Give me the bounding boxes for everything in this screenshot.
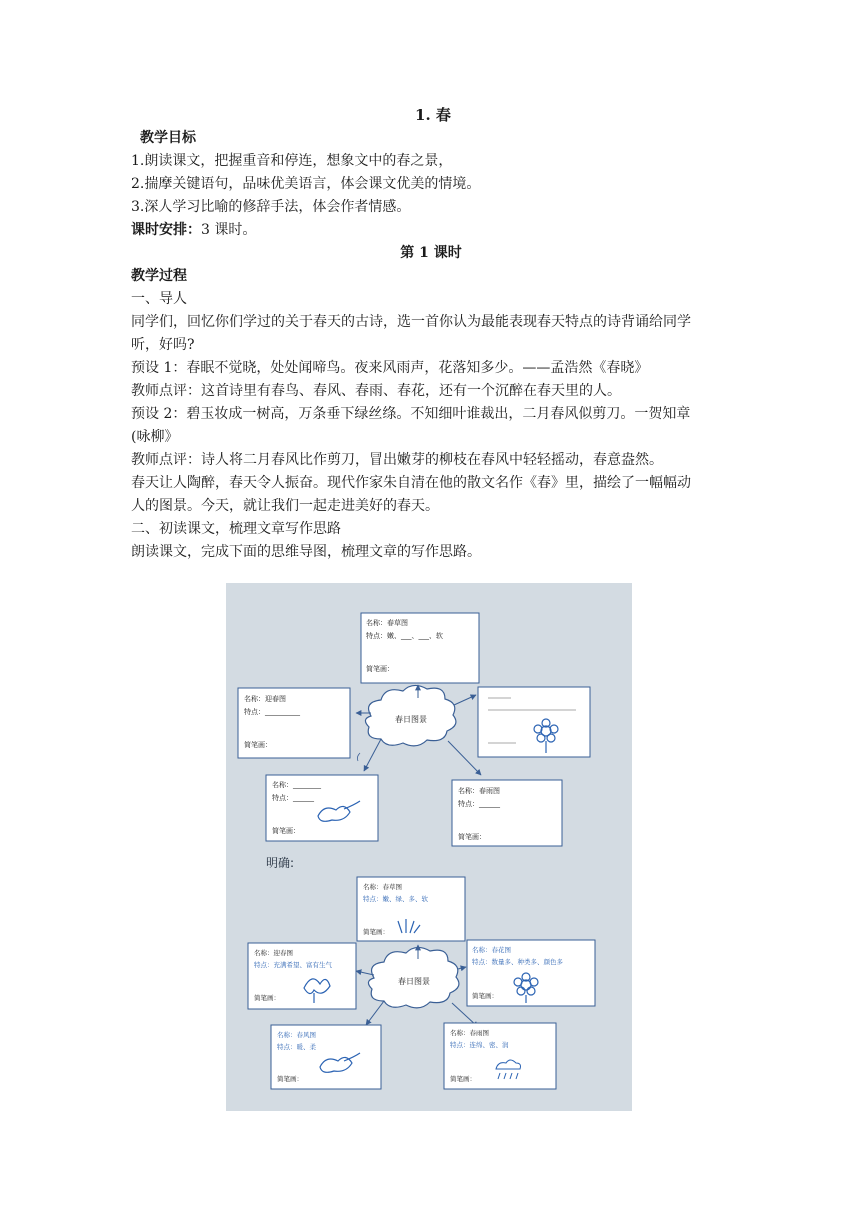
goal-line: 1.朗读课文，把握重音和停连，想象文中的春之景， [131, 153, 453, 169]
box-draw-label: 简笔画： [450, 1075, 476, 1083]
box-welcome-bottom [248, 943, 356, 1009]
goal-line: 2.揣摩关键语句，品味优美语言，体会课文优美的情境。 [131, 176, 481, 192]
body-line: 朗读课文，完成下面的思维导图，梳理文章的写作思路。 [131, 544, 481, 560]
box-name: 名称：迎春图 [254, 949, 293, 957]
body-line: (咏柳》 [131, 429, 179, 445]
box-flower-bottom [467, 940, 595, 1006]
box-flower-top [478, 687, 590, 757]
cloud-center-label: 春日图景 [398, 977, 430, 986]
process-heading: 教学过程 [131, 268, 187, 284]
body-line: 预设 1：春眠不觉晓，处处闻啼鸟。夜来风雨声，花落知多少。——孟浩然《春晓》 [131, 360, 649, 376]
box-draw-label: 简笔画： [363, 928, 389, 936]
schedule-value: 3 课时。 [201, 222, 257, 238]
box-draw-label: 简笔画： [472, 992, 498, 1000]
document-body [131, 104, 731, 564]
box-grass-bottom [357, 877, 465, 941]
mind-map-svg [226, 583, 632, 1111]
box-feature: 特点：______ [272, 794, 314, 802]
body-line: 春天让人陶醉，春天令人振奋。现代作家朱自清在他的散文名作《春》里，描绘了一幅幅动 [131, 475, 691, 491]
box-draw-label: 简笔画： [277, 1075, 303, 1083]
mind-map-photo [226, 583, 632, 1111]
schedule-label: 课时安排： [131, 222, 201, 238]
box-name: 名称：________ [272, 781, 321, 789]
box-name: 名称：春花图 [472, 946, 511, 954]
box-feature: 特点：______ [458, 800, 500, 808]
box-feature: 特点：数量多、种类多、颜色多 [472, 958, 563, 966]
box-draw-label: 简笔画： [366, 665, 394, 673]
box-feature: 特点：充满希望、富有生气 [254, 961, 332, 969]
box-draw-label: 简笔画： [272, 827, 300, 835]
document-title: 1. 春 [415, 106, 451, 124]
box-draw-label: 简笔画： [244, 741, 272, 749]
cloud-center-label: 春日图景 [395, 715, 427, 724]
answer-label: 明确: [266, 856, 295, 870]
box-feature: 特点：嫩、绿、多、软 [363, 895, 428, 903]
body-line: 一、导人 [131, 291, 187, 307]
box-draw-label: 简笔画： [254, 994, 280, 1002]
section-goal-heading: 教学目标 [140, 130, 196, 146]
box-feature: 特点：暖、柔 [277, 1043, 316, 1051]
body-line: 教师点评：诗人将二月春风比作剪刀，冒出嫩芽的柳枝在春风中轻轻摇动，春意盎然。 [131, 452, 663, 468]
box-wind-top [266, 775, 378, 841]
body-line: 人的图景。今天，就让我们一起走进美好的春天。 [131, 498, 439, 514]
body-line: 预设 2：碧玉妆成一树高，万条垂下绿丝绦。不知细叶谁裁出，二月春风似剪刀。一贺知章 [131, 406, 691, 422]
box-grass-top [361, 613, 479, 683]
box-welcome-top [238, 688, 350, 758]
body-line: 同学们，回忆你们学过的关于春天的古诗，选一首你认为最能表现春天特点的诗背诵给同学 [131, 314, 691, 330]
box-name: 名称：春雨图 [450, 1029, 489, 1037]
box-rain-bottom [444, 1023, 556, 1089]
body-line: 听，好吗? [131, 337, 195, 353]
box-feature: 特点：__________ [244, 708, 300, 716]
box-name: 名称：春雨图 [458, 787, 500, 795]
schedule-line [131, 219, 731, 242]
box-name: 名称：春风图 [277, 1031, 316, 1039]
box-name: 名称：迎春图 [244, 695, 286, 703]
box-feature: 特点：嫩、___、___、软 [366, 632, 443, 640]
box-feature: 特点：连绵、密、润 [450, 1041, 509, 1049]
box-rain-top [452, 780, 562, 846]
box-draw-label: 简笔画： [458, 833, 486, 841]
box-wind-bottom [271, 1025, 381, 1089]
body-line: 二、初读课文，梳理文章写作思路 [131, 521, 341, 537]
body-line: 教师点评：这首诗里有春鸟、春风、春雨、春花，还有一个沉醉在春天里的人。 [131, 383, 621, 399]
goal-line: 3.深人学习比喻的修辞手法，体会作者情感。 [131, 199, 411, 215]
box-name: 名称：春草图 [366, 619, 408, 627]
lesson-heading: 第 1 课时 [400, 245, 462, 261]
box-name: 名称：春草图 [363, 883, 402, 891]
